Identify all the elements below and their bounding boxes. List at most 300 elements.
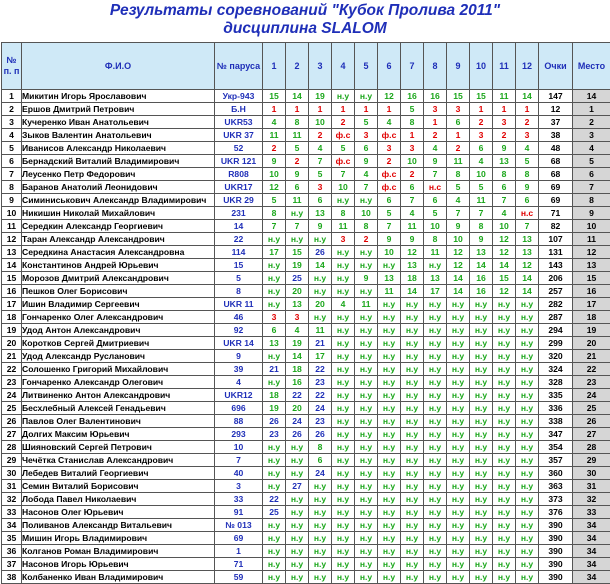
row-number: 22 [2, 363, 22, 376]
race-result: н.у [332, 454, 355, 467]
race-result: н.у [355, 558, 378, 571]
final-place: 25 [573, 402, 610, 415]
race-result: 4 [447, 194, 470, 207]
total-points: 48 [539, 142, 573, 155]
race-result: н.у [332, 441, 355, 454]
race-result: 6 [355, 142, 378, 155]
race-result: н.у [424, 298, 447, 311]
participant-name: Коротков Сергей Дмитриевич [22, 337, 215, 350]
table-row [2, 324, 610, 337]
race-result: н.у [309, 558, 332, 571]
sail-number: Б.Н [215, 103, 263, 116]
race-result: н.у [378, 519, 401, 532]
race-result: 13 [378, 272, 401, 285]
race-result: 2 [516, 116, 539, 129]
race-result: н.у [493, 350, 516, 363]
race-result: н.у [286, 441, 309, 454]
table-row [2, 558, 610, 571]
race-result: 4 [263, 116, 286, 129]
participant-name: Мишин Игорь Владимирович [22, 532, 215, 545]
final-place: 18 [573, 311, 610, 324]
sail-number: 5 [215, 272, 263, 285]
sail-number: 7 [215, 454, 263, 467]
table-row [2, 259, 610, 272]
final-place: 14 [573, 90, 610, 103]
race-result: н.у [263, 350, 286, 363]
race-result: н.у [447, 415, 470, 428]
total-points: 282 [539, 298, 573, 311]
race-result: н.у [447, 311, 470, 324]
race-result: 9 [355, 155, 378, 168]
race-result: 8 [470, 220, 493, 233]
race-result: н.у [401, 441, 424, 454]
race-result: 11 [424, 246, 447, 259]
race-result: н.у [493, 402, 516, 415]
race-result: н.у [447, 376, 470, 389]
header-race-5: 5 [355, 43, 378, 90]
race-result: н.у [493, 337, 516, 350]
total-points: 71 [539, 207, 573, 220]
race-result: 7 [470, 207, 493, 220]
race-result: н.у [447, 545, 470, 558]
final-place: 11 [573, 233, 610, 246]
race-result: 18 [286, 363, 309, 376]
final-place: 5 [573, 155, 610, 168]
race-result: н.у [355, 363, 378, 376]
race-result: 20 [286, 402, 309, 415]
total-points: 206 [539, 272, 573, 285]
participant-name: Павлов Олег Валентинович [22, 415, 215, 428]
header-name: Ф.И.О [22, 43, 215, 90]
race-result: 10 [263, 168, 286, 181]
race-result: н.у [493, 467, 516, 480]
race-result: 11 [470, 194, 493, 207]
participant-name: Лебедев Виталий Георгиевич [22, 467, 215, 480]
table-row [2, 142, 610, 155]
race-result: н.с [516, 207, 539, 220]
race-result: 4 [286, 324, 309, 337]
race-result: 17 [263, 246, 286, 259]
final-place: 19 [573, 324, 610, 337]
race-result: н.у [401, 571, 424, 584]
race-result: н.у [424, 558, 447, 571]
race-result: н.у [516, 350, 539, 363]
total-points: 363 [539, 480, 573, 493]
race-result: 8 [309, 441, 332, 454]
race-result: 14 [516, 285, 539, 298]
race-result: 9 [447, 220, 470, 233]
race-result: 23 [263, 428, 286, 441]
participant-name: Кучеренко Иван Анатольевич [22, 116, 215, 129]
participant-name: Шияновский Сергей Петрович [22, 441, 215, 454]
row-number: 17 [2, 298, 22, 311]
race-result: 8 [332, 207, 355, 220]
final-place: 29 [573, 454, 610, 467]
race-result: н.у [401, 493, 424, 506]
race-result: 5 [332, 142, 355, 155]
header-race-3: 3 [309, 43, 332, 90]
race-result: н.у [286, 545, 309, 558]
table-row [2, 376, 610, 389]
race-result: н.у [332, 506, 355, 519]
participant-name: Колганов Роман Владимирович [22, 545, 215, 558]
race-result: н.у [516, 454, 539, 467]
race-result: 13 [263, 337, 286, 350]
row-number: 6 [2, 155, 22, 168]
race-result: н.у [378, 532, 401, 545]
race-result: 6 [424, 194, 447, 207]
table-row [2, 480, 610, 493]
race-result: н.у [355, 194, 378, 207]
race-result: 6 [447, 116, 470, 129]
race-result: н.у [447, 402, 470, 415]
race-result: н.у [493, 441, 516, 454]
race-result: 6 [309, 194, 332, 207]
participant-name: Середкин Александр Георгиевич [22, 220, 215, 233]
header-race-8: 8 [424, 43, 447, 90]
header-race-11: 11 [493, 43, 516, 90]
race-result: н.у [263, 272, 286, 285]
page-subtitle: дисциплина SLALOM [0, 19, 610, 38]
race-result: 9 [470, 233, 493, 246]
race-result: 15 [286, 246, 309, 259]
race-result: 18 [263, 389, 286, 402]
final-place: 27 [573, 428, 610, 441]
race-result: 4 [378, 116, 401, 129]
race-result: 22 [309, 363, 332, 376]
total-points: 69 [539, 181, 573, 194]
row-number: 24 [2, 389, 22, 402]
table-row [2, 272, 610, 285]
race-result: н.у [355, 480, 378, 493]
row-number: 21 [2, 350, 22, 363]
race-result: н.у [355, 259, 378, 272]
race-result: н.у [286, 493, 309, 506]
row-number: 29 [2, 454, 22, 467]
race-result: 1 [263, 103, 286, 116]
race-result: н.у [286, 207, 309, 220]
race-result: 7 [447, 207, 470, 220]
results-body [2, 90, 610, 584]
table-row [2, 571, 610, 584]
race-result: 19 [286, 337, 309, 350]
table-row [2, 467, 610, 480]
race-result: н.у [309, 311, 332, 324]
table-row [2, 454, 610, 467]
race-result: н.у [332, 324, 355, 337]
row-number: 8 [2, 181, 22, 194]
race-result: 13 [493, 155, 516, 168]
race-result: н.у [516, 324, 539, 337]
race-result: н.у [332, 389, 355, 402]
race-result: н.у [447, 441, 470, 454]
race-result: н.у [378, 363, 401, 376]
race-result: 24 [309, 402, 332, 415]
race-result: н.у [516, 428, 539, 441]
race-result: н.у [516, 519, 539, 532]
race-result: 11 [286, 129, 309, 142]
race-result: 1 [286, 103, 309, 116]
race-result: 4 [401, 207, 424, 220]
race-result: н.у [424, 571, 447, 584]
race-result: 3 [470, 129, 493, 142]
sail-number: 9 [215, 350, 263, 363]
race-result: н.у [378, 571, 401, 584]
race-result: н.у [286, 454, 309, 467]
participant-name: Таран Александр Александрович [22, 233, 215, 246]
race-result: 22 [309, 389, 332, 402]
race-result: н.у [332, 402, 355, 415]
sail-number: 696 [215, 402, 263, 415]
race-result: 9 [516, 181, 539, 194]
participant-name: Морозов Дмитрий Александрович [22, 272, 215, 285]
race-result: 1 [424, 116, 447, 129]
race-result: н.у [470, 402, 493, 415]
race-result: 3 [401, 142, 424, 155]
race-result: н.у [355, 246, 378, 259]
final-place: 8 [573, 194, 610, 207]
race-result: 14 [286, 350, 309, 363]
race-result: н.у [516, 376, 539, 389]
race-result: 14 [447, 285, 470, 298]
race-result: н.у [355, 337, 378, 350]
race-result: 20 [309, 298, 332, 311]
table-row [2, 428, 610, 441]
total-points: 324 [539, 363, 573, 376]
race-result: 2 [378, 155, 401, 168]
sail-number: Укр-943 [215, 90, 263, 103]
table-row [2, 311, 610, 324]
race-result: 17 [424, 285, 447, 298]
sail-number: 52 [215, 142, 263, 155]
race-result: 6 [493, 181, 516, 194]
race-result: 2 [470, 116, 493, 129]
sail-number: UKR17 [215, 181, 263, 194]
race-result: ф.с [378, 129, 401, 142]
race-result: н.у [355, 350, 378, 363]
race-result: 15 [493, 272, 516, 285]
race-result: н.у [401, 350, 424, 363]
row-number: 12 [2, 233, 22, 246]
race-result: н.у [263, 545, 286, 558]
race-result: 2 [286, 155, 309, 168]
race-result: 1 [516, 103, 539, 116]
race-result: 26 [309, 428, 332, 441]
table-row [2, 285, 610, 298]
race-result: 7 [493, 194, 516, 207]
final-place: 20 [573, 337, 610, 350]
race-result: н.у [424, 415, 447, 428]
row-number: 16 [2, 285, 22, 298]
race-result: н.у [424, 441, 447, 454]
race-result: н.у [355, 311, 378, 324]
final-place: 28 [573, 441, 610, 454]
table-row [2, 129, 610, 142]
race-result: н.у [424, 454, 447, 467]
header-race-12: 12 [516, 43, 539, 90]
race-result: н.у [470, 298, 493, 311]
sail-number: 4 [215, 376, 263, 389]
row-number: 38 [2, 571, 22, 584]
table-row [2, 233, 610, 246]
race-result: н.у [332, 428, 355, 441]
race-result: н.у [493, 532, 516, 545]
race-result: 6 [378, 194, 401, 207]
table-row [2, 389, 610, 402]
race-result: н.у [470, 545, 493, 558]
total-points: 390 [539, 545, 573, 558]
race-result: н.у [401, 454, 424, 467]
race-result: 1 [332, 103, 355, 116]
sail-number: 231 [215, 207, 263, 220]
race-result: 19 [286, 259, 309, 272]
total-points: 38 [539, 129, 573, 142]
race-result: н.у [378, 441, 401, 454]
race-result: н.у [355, 90, 378, 103]
race-result: 15 [263, 90, 286, 103]
sail-number: 88 [215, 415, 263, 428]
race-result: 7 [516, 220, 539, 233]
total-points: 294 [539, 324, 573, 337]
race-result: н.у [401, 532, 424, 545]
race-result: н.у [516, 571, 539, 584]
race-result: н.у [516, 545, 539, 558]
race-result: 4 [424, 142, 447, 155]
race-result: 6 [516, 194, 539, 207]
final-place: 7 [573, 181, 610, 194]
race-result: н.у [424, 363, 447, 376]
sail-number: 22 [215, 233, 263, 246]
race-result: н.у [424, 532, 447, 545]
race-result: н.у [332, 272, 355, 285]
race-result: н.у [493, 454, 516, 467]
participant-name: Колбаненко Иван Владимирович [22, 571, 215, 584]
race-result: 1 [470, 103, 493, 116]
race-result: н.у [355, 389, 378, 402]
table-row [2, 181, 610, 194]
race-result: 5 [401, 103, 424, 116]
final-place: 32 [573, 493, 610, 506]
race-result: н.у [355, 402, 378, 415]
participant-name: Семин Виталий Борисович [22, 480, 215, 493]
final-place: 26 [573, 415, 610, 428]
row-number: 25 [2, 402, 22, 415]
race-result: 2 [424, 129, 447, 142]
final-place: 9 [573, 207, 610, 220]
race-result: н.у [470, 428, 493, 441]
race-result: 13 [516, 233, 539, 246]
race-result: 4 [332, 298, 355, 311]
race-result: н.у [424, 311, 447, 324]
race-result: н.у [493, 558, 516, 571]
race-result: 9 [401, 233, 424, 246]
race-result: н.у [263, 467, 286, 480]
race-result: н.у [424, 428, 447, 441]
participant-name: Леусенко Петр Федорович [22, 168, 215, 181]
race-result: н.у [470, 376, 493, 389]
race-result: н.у [332, 337, 355, 350]
race-result: н.у [470, 389, 493, 402]
race-result: 11 [493, 90, 516, 103]
sail-number: UKR 11 [215, 298, 263, 311]
final-place: 2 [573, 116, 610, 129]
race-result: 11 [355, 298, 378, 311]
race-result: 10 [378, 246, 401, 259]
race-result: н.у [401, 519, 424, 532]
race-result: 17 [309, 350, 332, 363]
race-result: 9 [286, 168, 309, 181]
race-result: н.у [332, 415, 355, 428]
race-result: н.у [470, 571, 493, 584]
participant-name: Гончаренко Александр Олегович [22, 376, 215, 389]
final-place: 23 [573, 376, 610, 389]
race-result: н.у [355, 454, 378, 467]
sail-number: UKR 29 [215, 194, 263, 207]
participant-name: Чечётка Станислав Александрович [22, 454, 215, 467]
race-result: 2 [309, 129, 332, 142]
race-result: н.у [516, 467, 539, 480]
race-result: н.у [332, 493, 355, 506]
race-result: н.у [378, 402, 401, 415]
final-place: 13 [573, 259, 610, 272]
race-result: 10 [470, 168, 493, 181]
race-result: н.у [470, 415, 493, 428]
race-result: ф.с [332, 129, 355, 142]
final-place: 16 [573, 285, 610, 298]
total-points: 335 [539, 389, 573, 402]
race-result: н.у [286, 467, 309, 480]
sail-number: 293 [215, 428, 263, 441]
sail-number: 92 [215, 324, 263, 337]
race-result: 4 [309, 142, 332, 155]
row-number: 19 [2, 324, 22, 337]
race-result: 14 [309, 259, 332, 272]
race-result: н.у [309, 532, 332, 545]
total-points: 390 [539, 571, 573, 584]
race-result: н.у [355, 467, 378, 480]
race-result: 3 [493, 116, 516, 129]
total-points: 299 [539, 337, 573, 350]
row-number: 23 [2, 376, 22, 389]
race-result: 9 [378, 233, 401, 246]
race-result: 7 [263, 220, 286, 233]
sail-number: 14 [215, 220, 263, 233]
race-result: 12 [493, 233, 516, 246]
total-points: 373 [539, 493, 573, 506]
race-result: н.у [470, 493, 493, 506]
race-result: н.у [378, 324, 401, 337]
header-points: Очки [539, 43, 573, 90]
race-result: н.у [378, 545, 401, 558]
header-race-4: 4 [332, 43, 355, 90]
sail-number: 114 [215, 246, 263, 259]
participant-name: Зыков Валентин Анатольевич [22, 129, 215, 142]
race-result: 13 [470, 246, 493, 259]
race-result: н.у [493, 298, 516, 311]
total-points: 131 [539, 246, 573, 259]
race-result: 7 [378, 220, 401, 233]
results-table [1, 42, 610, 584]
race-result: н.у [424, 545, 447, 558]
header-num: № п. п [2, 43, 22, 90]
race-result: 2 [401, 168, 424, 181]
race-result: н.у [286, 519, 309, 532]
race-result: н.у [424, 467, 447, 480]
sail-number: 46 [215, 311, 263, 324]
race-result: 8 [355, 220, 378, 233]
race-result: н.у [378, 389, 401, 402]
race-result: н.у [516, 532, 539, 545]
